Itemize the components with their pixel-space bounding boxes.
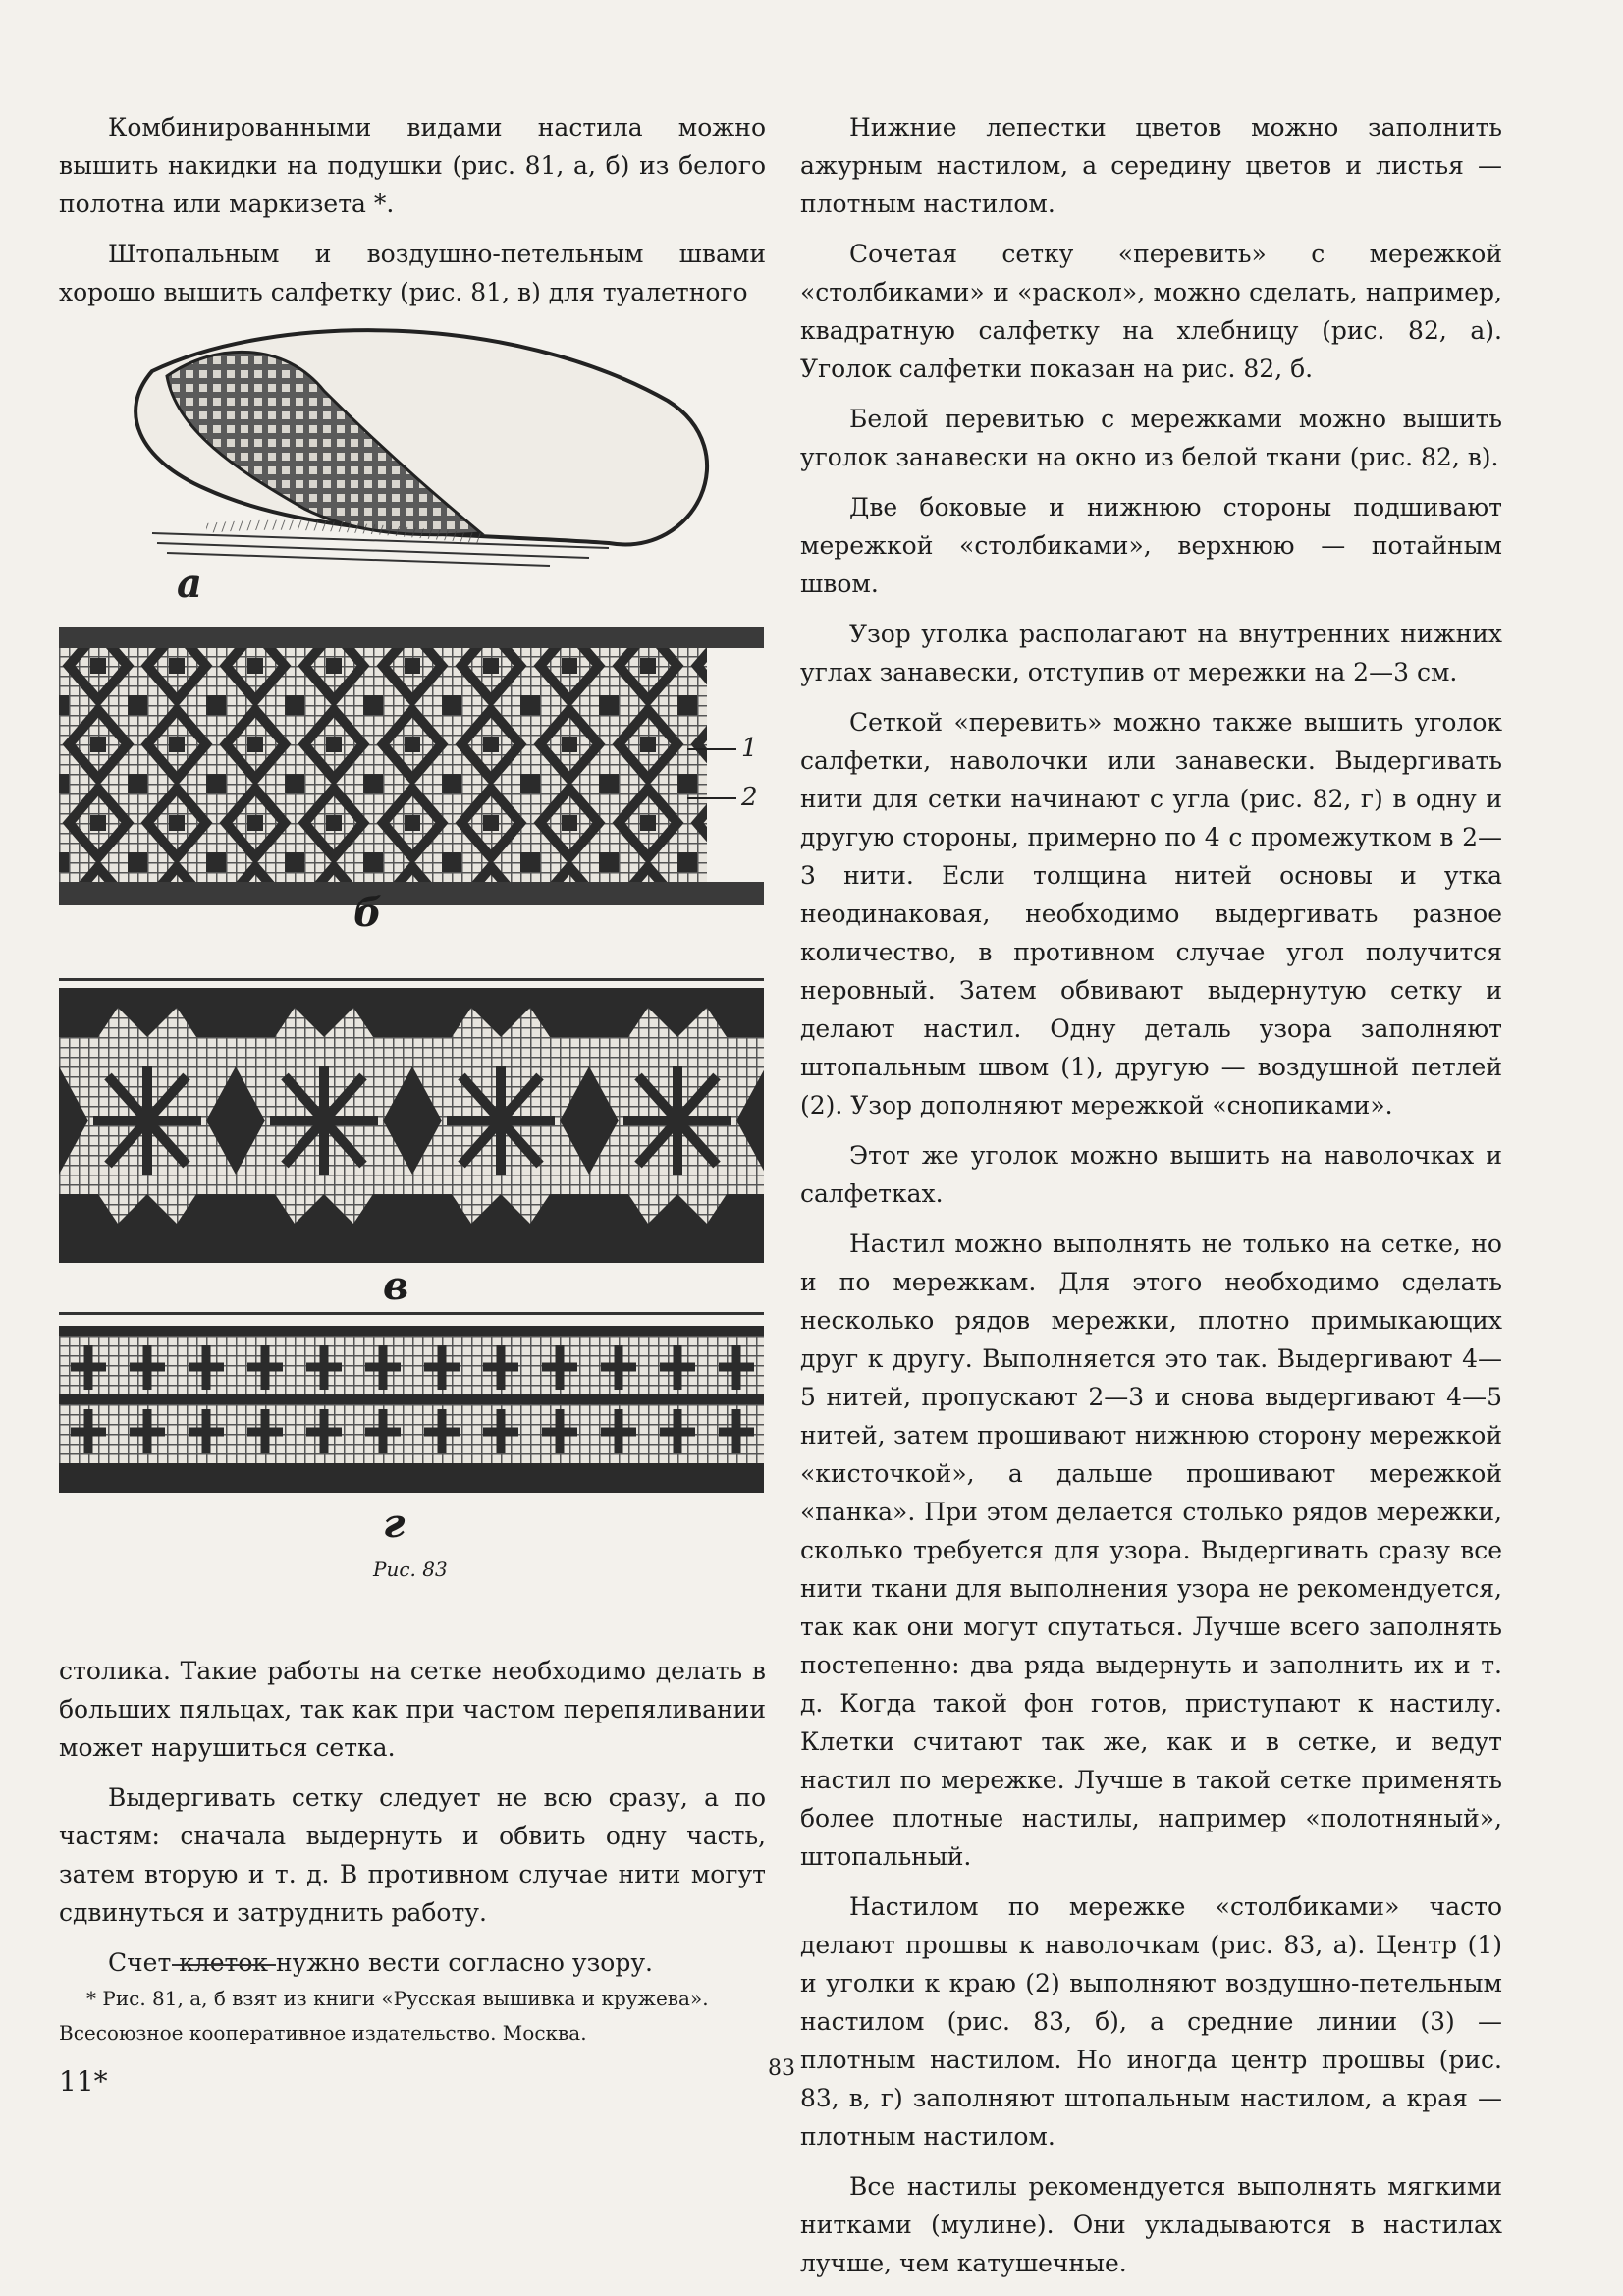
figure-label-b: б (353, 890, 382, 936)
paragraph: Узор уголка располагают на внутренних нижних углах занавески, отступив от мережки на 2—3 см. (800, 620, 1502, 686)
figure-label-v: в (383, 1263, 409, 1309)
callout-1: 1 (741, 734, 758, 763)
paragraph: Настилом по мережке «столбиками» часто делают прошвы к наволочкам (рис. 83, а). Центр (1) и уголки к краю (2) выполняют воздушно-петельным настилом (рис. 83, б), а средние линии (3) — плотным настилом. Но иногда центр прошвы (рис. 83, в, г) заполняют штопальным настилом, а края — плотным настилом. (800, 1892, 1502, 2151)
paragraph: Сочетая сетку «перевить» с мережкой «столбиками» и «раскол», можно сделать, например, квадратную салфетку на хлебницу (рис. 82, а). Уголок салфетки показан на рис. 82, б. (800, 240, 1502, 383)
figure-band-g (59, 1316, 764, 1547)
paragraph: Выдергивать сетку следует не всю сразу, а по частям: сначала выдернуть и обвить одну часть, затем вторую и т. д. В противном случае нити могут сдвинуться и затруднить работу. (59, 1783, 766, 1927)
paragraph: Нижние лепестки цветов можно заполнить ажурным настилом, а середину цветов и листья — плотным настилом. (800, 113, 1502, 218)
page-number: 83 (768, 2056, 795, 2081)
paragraph: Две боковые и нижнюю стороны подшивают мережкой «столбиками», верхнюю — потайным швом. (800, 493, 1502, 598)
printer-signature: 11* (59, 2065, 108, 2098)
figure-pillow (59, 312, 764, 607)
figure-band-b (59, 627, 764, 936)
left-column-top (59, 108, 766, 323)
footnote: * Рис. 81, а, б взят из книги «Русская вышивка и кружева». Всесоюзное кооперативное издательство. Москва. (59, 1987, 709, 2045)
figure-caption: Рис. 83 (373, 1558, 448, 1581)
paragraph: Штопальным и воздушно-петельным швами хорошо вышить салфетку (рис. 81, в) для туалетного (59, 240, 766, 306)
paragraph: Белой перевитью с мережками можно вышить уголок занавески на окно из белой ткани (рис. 82, в). (800, 405, 1502, 471)
left-column-bottom (59, 1652, 766, 1994)
callout-2: 2 (741, 783, 758, 812)
footnote-rule (172, 1964, 276, 1966)
divider (59, 1312, 764, 1315)
paragraph: Сеткой «перевить» можно также вышить уголок салфетки, наволочки или занавески. Выдергивать нити для сетки начинают с угла (рис. 82, г) в одну и другую стороны, примерно по 4 с промежутком в 2—3 нити. Если толщина нитей основы и утка неодинаковая, необходимо выдергивать разное количество, в противном случае угол получится неровный. Затем обвивают выдернутую сетку и делают настил. Одну деталь узора заполняют штопальным швом (1), другую — воздушной петлей (2). Узор дополняют мережкой «снопиками». (800, 708, 1502, 1120)
figure-label-a: а (177, 561, 202, 607)
paragraph: Комбинированными видами настила можно вышить накидки на подушки (рис. 81, а, б) из белого полотна или маркизета *. (59, 113, 766, 218)
right-column (800, 108, 1502, 2294)
paragraph: столика. Такие работы на сетке необходимо делать в больших пяльцах, так как при частом перепяливании может нарушиться сетка. (59, 1657, 766, 1762)
figure-label-g: г (383, 1501, 406, 1547)
paragraph: Этот же уголок можно вышить на наволочках и салфетках. (800, 1141, 1502, 1208)
paragraph: Все настилы рекомендуется выполнять мягкими нитками (мулине). Они укладываются в настилах лучше, чем катушечные. (800, 2172, 1502, 2277)
figure-band-v (59, 978, 764, 1312)
paragraph: Настил можно выполнять не только на сетке, но и по мережкам. Для этого необходимо сделать несколько рядов мережки, плотно примыкающих друг к другу. Выполняется это так. Выдергивают 4—5 нитей, пропускают 2—3 и снова выдергивают 4—5 нитей, затем прошивают нижнюю сторону мережкой «кисточкой», а дальше прошивают мережкой «панка». При этом делается столько рядов мережки, сколько требуется для узора. Выдергивать сразу все нити ткани для выполнения узора не рекомендуется, так как они могут спутаться. Лучше всего заполнять постепенно: два ряда выдернуть и заполнить их и т. д. Когда такой фон готов, приступают к настилу. Клетки считают так же, как и в сетке, и ведут настил по мережке. Лучше в такой сетке применять более плотные настилы, например «полотняный», штопальный. (800, 1230, 1502, 1871)
paragraph: Счет клеток нужно вести согласно узору. (108, 1948, 653, 1977)
